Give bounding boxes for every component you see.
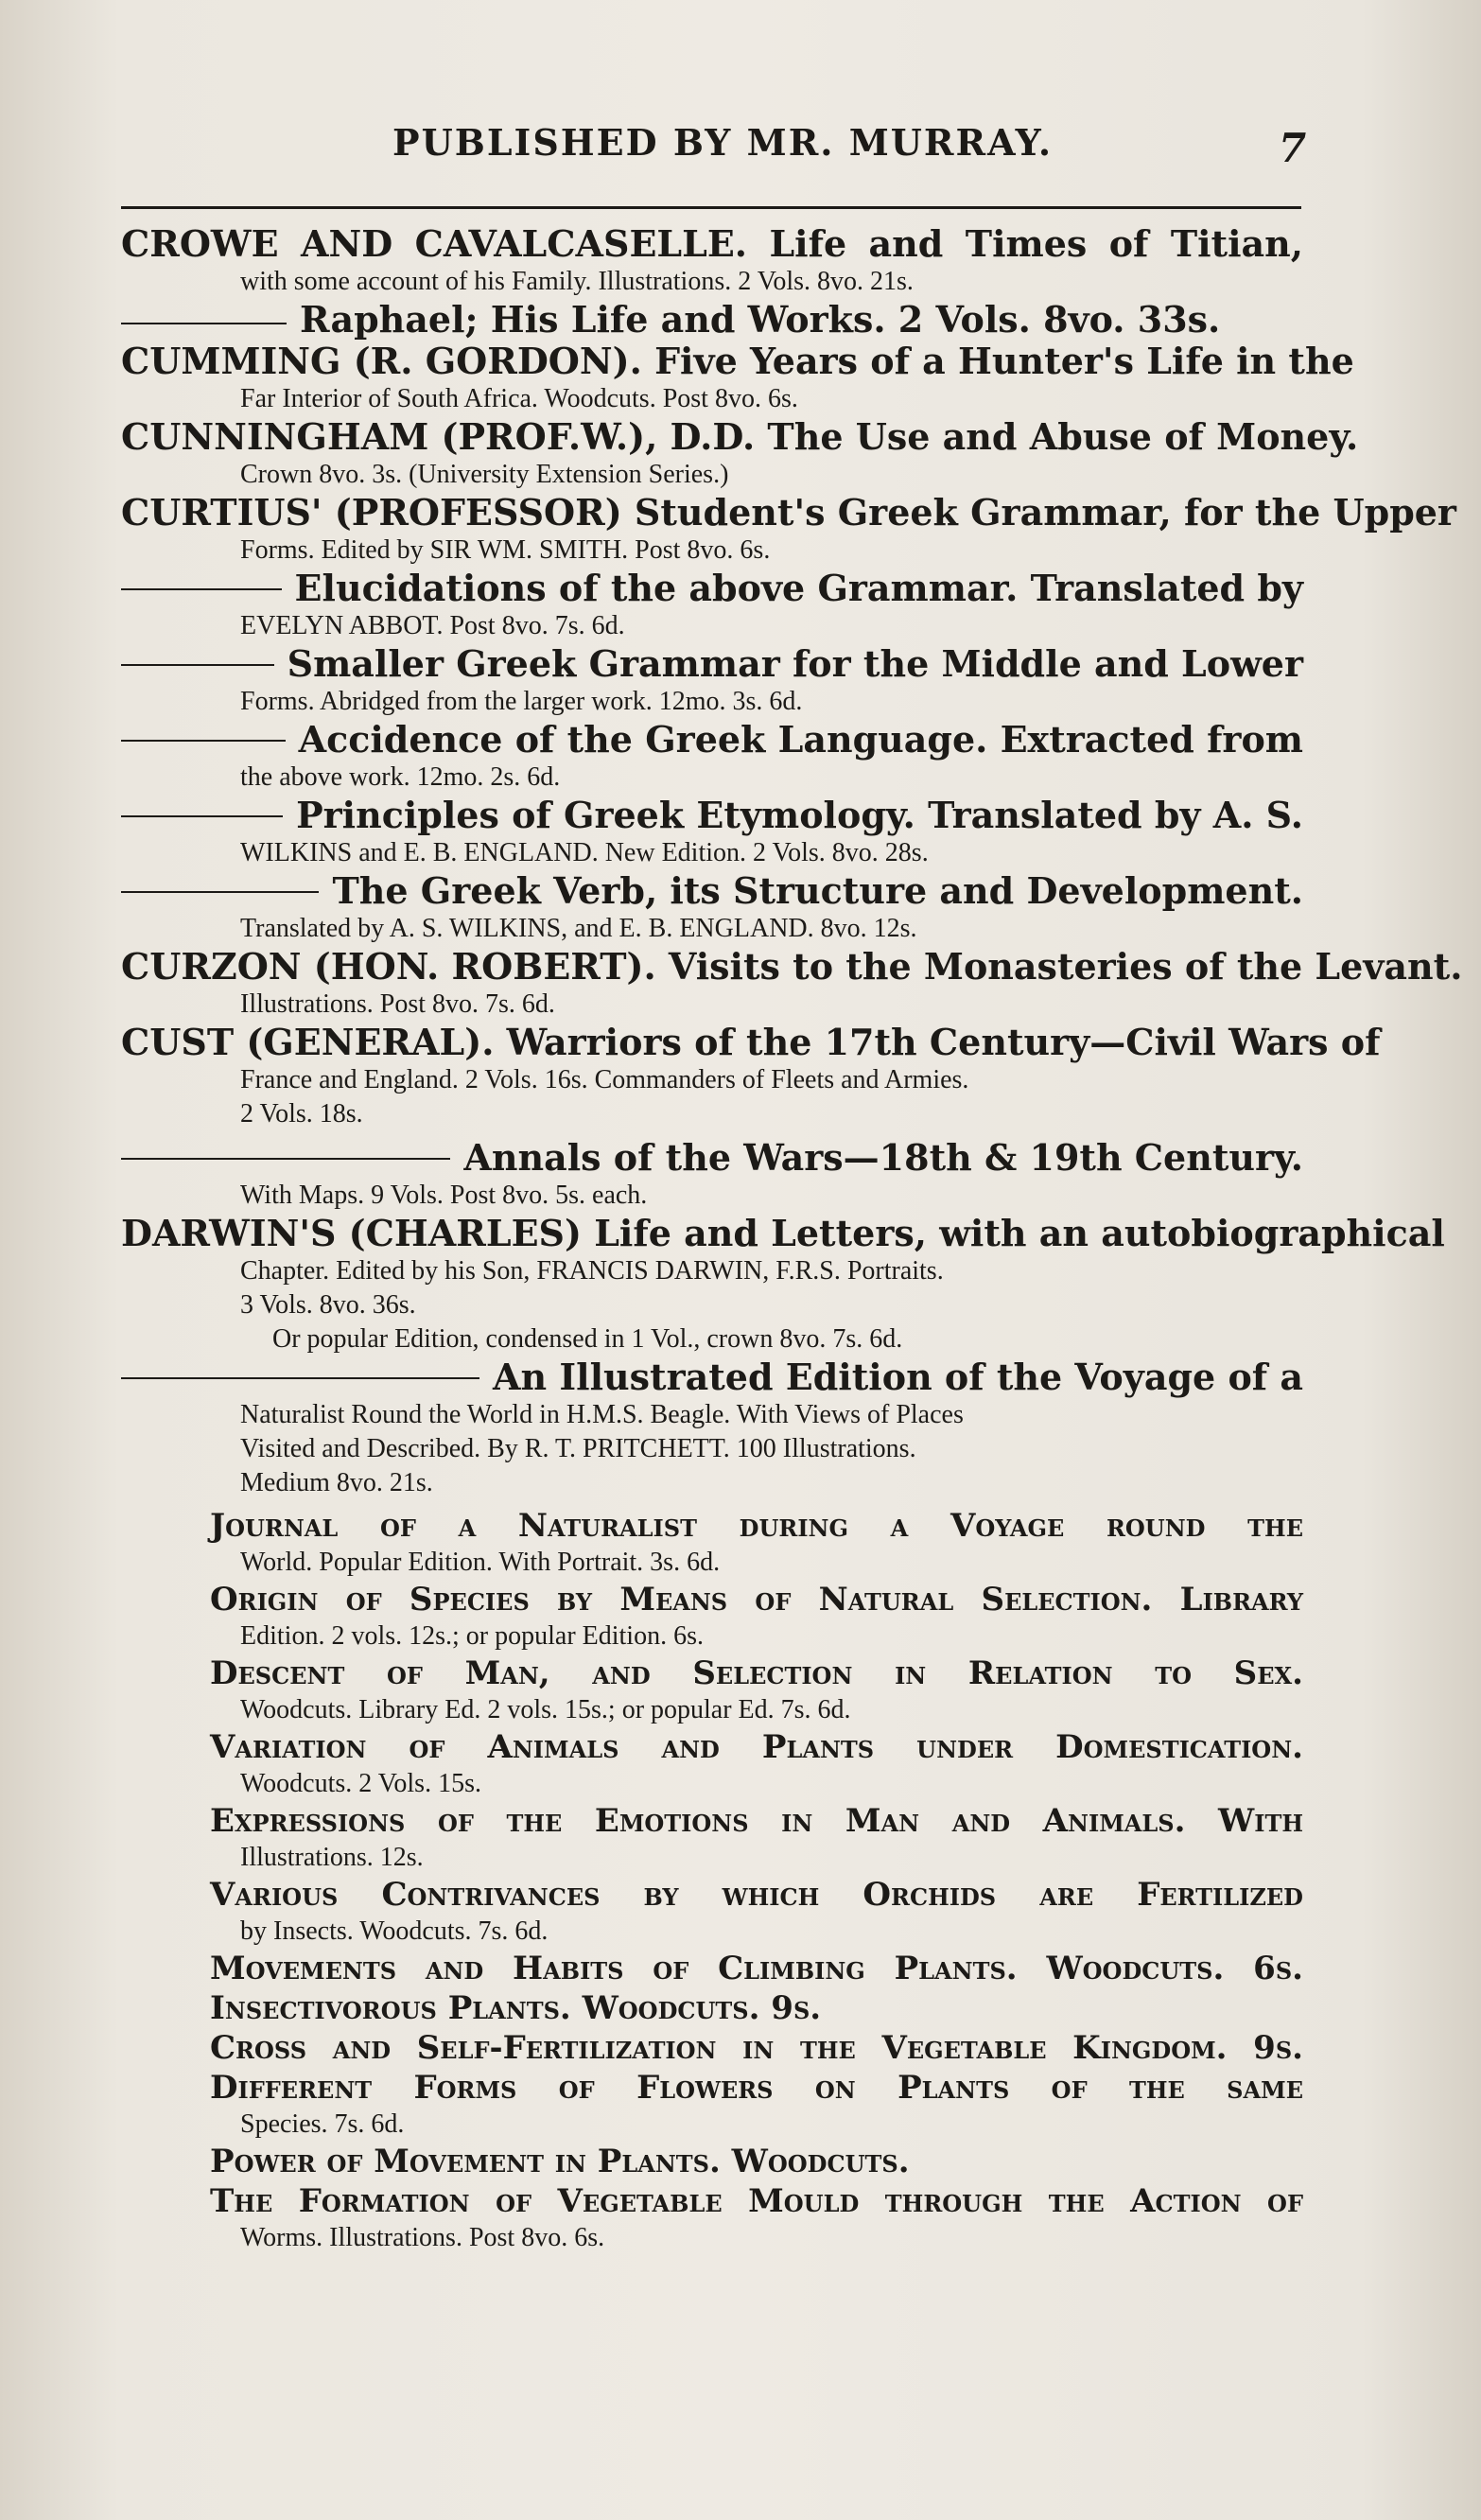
catalogue-entry — [121, 340, 1354, 416]
entry-heading — [121, 1137, 1303, 1179]
catalogue-entry — [121, 643, 1303, 719]
entry-details: Forms. Abridged from the larger work. 12mo. 3s. 6d. — [240, 687, 803, 716]
work-details: World. Popular Edition. With Portrait. 3s. 6d. — [240, 1548, 721, 1577]
work-title: Various Contrivances by which Orchids are Fertilized — [210, 1876, 1303, 1914]
entry-details: Far Interior of South Africa. Woodcuts. Post 8vo. 6s. — [240, 384, 798, 413]
work-title: Variation of Animals and Plants under Domestication. — [210, 1728, 1303, 1766]
catalogue-entry — [121, 568, 1303, 643]
entry-details: EVELYN ABBOT. Post 8vo. 7s. 6d. — [240, 611, 625, 640]
catalogue-entry — [121, 491, 1456, 568]
work-title: The Formation of Vegetable Mould through the Action of — [210, 2182, 1303, 2220]
entry-heading: CUNNINGHAM (PROF.W.), D.D. The Use and Abuse of Money. — [121, 415, 1359, 458]
entry-heading — [121, 1356, 1303, 1398]
ditto-dash — [121, 740, 286, 742]
darwin-work — [121, 1949, 1303, 1988]
ditto-dash — [121, 1377, 479, 1379]
ditto-dash — [121, 891, 319, 893]
entry-heading — [121, 299, 1303, 341]
entry-details: Crown 8vo. 3s. (University Extension Series.) — [240, 460, 729, 489]
entry-details: WILKINS and E. B. ENGLAND. New Edition. 2 Vols. 8vo. 28s. — [240, 838, 929, 867]
work-details: Edition. 2 vols. 12s.; or popular Edition. 6s. — [240, 1621, 704, 1651]
darwin-work — [121, 1506, 1303, 1580]
entry-details: Naturalist Round the World in H.M.S. Beagle. With Views of Places — [240, 1400, 964, 1429]
entry-details: the above work. 12mo. 2s. 6d. — [240, 762, 561, 792]
entry-details: Translated by A. S. WILKINS, and E. B. ENGLAND. 8vo. 12s. — [240, 914, 917, 943]
work-title: Journal of a Naturalist during a Voyage round the — [210, 1507, 1303, 1545]
entry-heading: CUMMING (R. GORDON). Five Years of a Hunter's Life in the — [121, 340, 1354, 382]
catalogue-entry — [121, 870, 1303, 946]
entry-details-cont: 3 Vols. 8vo. 36s. — [240, 1290, 416, 1320]
entry-heading-text: Annals of the Wars—18th & 19th Century. — [463, 1136, 1303, 1179]
work-title: Movements and Habits of Climbing Plants. Woodcuts. 6s. — [210, 1950, 1303, 1987]
darwin-work — [121, 2028, 1303, 2068]
entry-heading-text: An Illustrated Edition of the Voyage of a — [493, 1356, 1303, 1398]
entry-heading-text: Elucidations of the above Grammar. Translated by — [294, 567, 1303, 609]
darwin-work — [121, 2142, 1303, 2181]
entry-heading: DARWIN'S (CHARLES) Life and Letters, with an autobiographical — [121, 1212, 1445, 1254]
ditto-dash — [121, 664, 274, 666]
catalogue-entry — [121, 415, 1359, 492]
work-title: Cross and Self-Fertilization in the Vegetable Kingdom. 9s. — [210, 2029, 1303, 2067]
entry-details: with some account of his Family. Illustrations. 2 Vols. 8vo. 21s. — [240, 267, 914, 296]
work-details: by Insects. Woodcuts. 7s. 6d. — [240, 1916, 549, 1946]
work-title: Insectivorous Plants. Woodcuts. 9s. — [210, 1989, 822, 2027]
work-title: Different Forms of Flowers on Plants of the same — [210, 2069, 1303, 2107]
entry-heading — [121, 795, 1303, 836]
entry-heading-text: The Greek Verb, its Structure and Development. — [332, 869, 1303, 912]
work-title: Descent of Man, and Selection in Relation to Sex. — [210, 1654, 1303, 1692]
catalogue-entry — [121, 1137, 1303, 1213]
entry-heading: CUST (GENERAL). Warriors of the 17th Century—Civil Wars of — [121, 1021, 1381, 1063]
catalogue-entry — [121, 795, 1303, 870]
work-details: Worms. Illustrations. Post 8vo. 6s. — [240, 2223, 605, 2252]
page-header — [0, 121, 1481, 178]
darwin-work — [121, 2181, 1303, 2255]
entry-details-popular: Or popular Edition, condensed in 1 Vol., crown 8vo. 7s. 6d. — [272, 1324, 903, 1354]
entry-details-cont: 2 Vols. 18s. — [240, 1099, 363, 1129]
ditto-dash — [121, 323, 287, 324]
work-details: Illustrations. 12s. — [240, 1843, 424, 1872]
catalogue-entry — [121, 1212, 1445, 1356]
catalogue-entry — [121, 299, 1303, 341]
catalogue-entry — [121, 223, 1303, 299]
work-title: Origin of Species by Means of Natural Selection. Library — [210, 1581, 1303, 1619]
catalogue-list — [121, 222, 1463, 2255]
page-number: 7 — [1279, 125, 1307, 171]
work-title: Expressions of the Emotions in Man and Animals. With — [210, 1802, 1303, 1840]
entry-heading-text: Principles of Greek Etymology. Translated by A. S. — [296, 794, 1303, 836]
darwin-work — [121, 1988, 1303, 2028]
entry-heading — [121, 719, 1303, 761]
entry-details: Forms. Edited by SIR WM. SMITH. Post 8vo. 6s. — [240, 535, 771, 565]
entry-heading: CURZON (HON. ROBERT). Visits to the Monasteries of the Levant. — [121, 945, 1463, 988]
entry-heading — [121, 643, 1303, 685]
darwin-work — [121, 1875, 1303, 1949]
entry-details: Illustrations. Post 8vo. 7s. 6d. — [240, 989, 555, 1019]
running-head: PUBLISHED BY MR. MURRAY. — [392, 121, 1054, 164]
entry-details: With Maps. 9 Vols. Post 8vo. 5s. each. — [240, 1181, 648, 1210]
catalogue-entry — [121, 1356, 1303, 1500]
ditto-dash — [121, 1158, 450, 1160]
entry-heading — [121, 870, 1303, 912]
catalogue-entry — [121, 719, 1303, 795]
darwin-work — [121, 1727, 1303, 1801]
entry-details: Chapter. Edited by his Son, FRANCIS DARWIN, F.R.S. Portraits. — [240, 1256, 944, 1286]
work-title: Power of Movement in Plants. Woodcuts. — [210, 2143, 910, 2180]
ditto-dash — [121, 588, 282, 590]
work-details: Woodcuts. 2 Vols. 15s. — [240, 1769, 481, 1798]
catalogue-entry — [121, 945, 1463, 1022]
entry-heading-text: Raphael; His Life and Works. 2 Vols. 8vo. 33s. — [300, 298, 1221, 341]
darwin-work — [121, 2068, 1303, 2142]
darwin-work — [121, 1654, 1303, 1727]
entry-heading — [121, 568, 1303, 609]
work-details: Woodcuts. Library Ed. 2 vols. 15s.; or popular Ed. 7s. 6d. — [240, 1695, 851, 1724]
entry-heading: CROWE AND CAVALCASELLE. Life and Times of Titian, — [121, 222, 1303, 265]
header-rule — [121, 206, 1301, 209]
darwin-work — [121, 1801, 1303, 1875]
catalogue-entry — [121, 1021, 1381, 1131]
entry-details: France and England. 2 Vols. 16s. Commanders of Fleets and Armies. — [240, 1065, 969, 1094]
darwin-work — [121, 1580, 1303, 1654]
entry-heading-text: Accidence of the Greek Language. Extracted from — [298, 718, 1303, 761]
entry-heading-text: Smaller Greek Grammar for the Middle and Lower — [287, 642, 1303, 685]
entry-heading: CURTIUS' (PROFESSOR) Student's Greek Grammar, for the Upper — [121, 491, 1456, 534]
entry-details-cont: Medium 8vo. 21s. — [240, 1468, 433, 1497]
entry-details-cont: Visited and Described. By R. T. PRITCHETT. 100 Illustrations. — [240, 1434, 916, 1463]
work-details: Species. 7s. 6d. — [240, 2109, 405, 2139]
ditto-dash — [121, 815, 283, 817]
